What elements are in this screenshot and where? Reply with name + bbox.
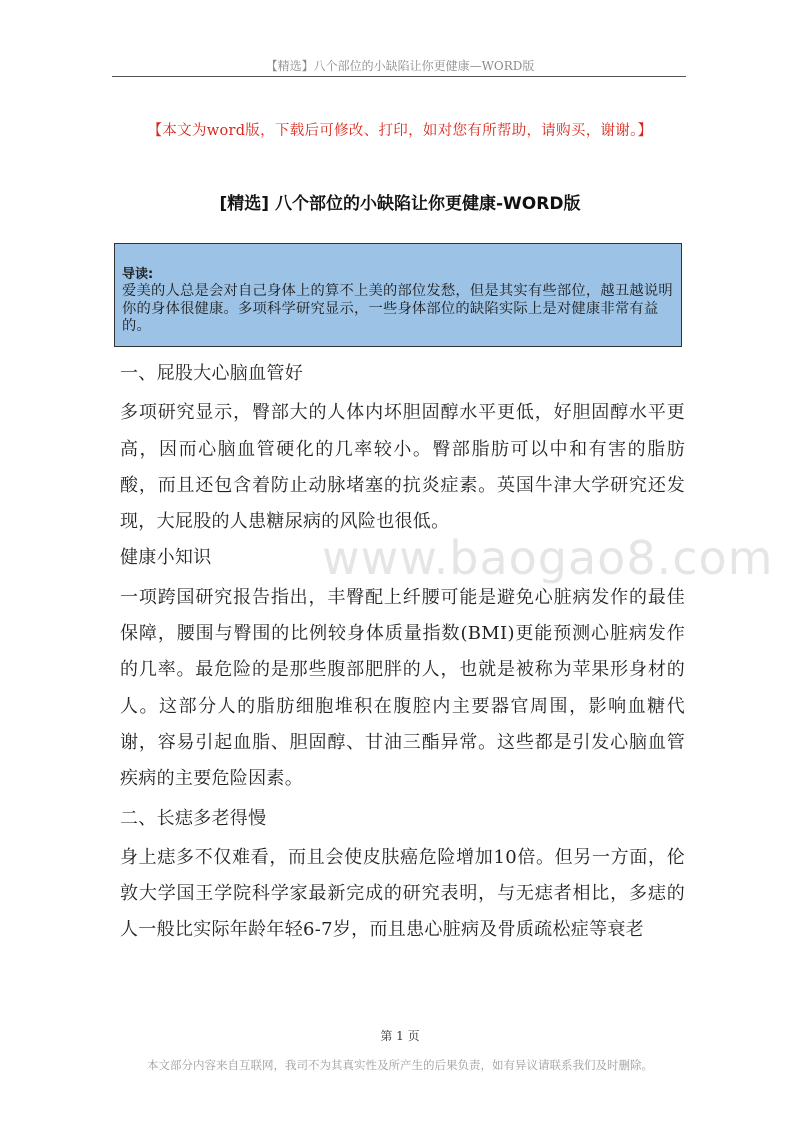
document-body — [120, 356, 685, 949]
watermark: www.baogao8.com — [322, 531, 774, 585]
intro-box — [114, 243, 682, 347]
document-title: [精选] 八个部位的小缺陷让你更健康-WORD版 — [219, 194, 581, 214]
header-divider — [112, 76, 686, 77]
page-number: 第 1 页 — [380, 1029, 420, 1043]
intro-label: 导读: — [122, 267, 154, 282]
section-heading-2: 二、长痣多老得慢 — [120, 807, 267, 829]
purchase-notice: 【本文为word版，下载后可修改、打印，如对您有所帮助，请购买，谢谢。】 — [147, 123, 653, 139]
health-tip-paragraph: 一项跨国研究报告指出，丰臀配上纤腰可能是避免心脏病发作的最佳保障，腰围与臀围的比例较身体质量指数(BMI)更能预测心脏病发作的几率。最危险的是那些腹部肥胖的人，也就是被称为苹果形身材的人。这部分人的脂肪细胞堆积在腹腔内主要器官周围，影响血糖代谢，容易引起血脂、胆固醇、甘油三酯异常。这些都是引发心脑血管疾病的主要危险因素。 — [120, 586, 685, 790]
intro-text: 爱美的人总是会对自己身体上的算不上美的部位发愁，但是其实有些部位，越丑越说明你的身体很健康。多项科学研究显示，一些身体部位的缺陷实际上是对健康非常有益的。 — [122, 283, 673, 334]
section-paragraph-2: 身上痣多不仅难看，而且会使皮肤癌危险增加10倍。但另一方面，伦敦大学国王学院科学家最新完成的研究表明，与无痣者相比，多痣的人一般比实际年龄年轻6-7岁，而且患心脏病及骨质疏松症等衰老 — [120, 846, 685, 941]
section-heading-1: 一、屁股大心脑血管好 — [120, 363, 303, 384]
section-paragraph-1: 多项研究显示，臀部大的人体内坏胆固醇水平更低，好胆固醇水平更高，因而心脑血管硬化的几率较小。臀部脂肪可以中和有害的脂肪酸，而且还包含着防止动脉堵塞的抗炎症素。英国牛津大学研究还发现，大屁股的人患糖尿病的风险也很低。 — [120, 402, 685, 533]
page-header: 【精选】八个部位的小缺陷让你更健康—WORD版 — [265, 59, 535, 73]
health-tip-heading: 健康小知识 — [120, 547, 212, 569]
footer-disclaimer: 本文部分内容来自互联网，我司不为其真实性及所产生的后果负责，如有异议请联系我们及时删除。 — [147, 1058, 653, 1072]
